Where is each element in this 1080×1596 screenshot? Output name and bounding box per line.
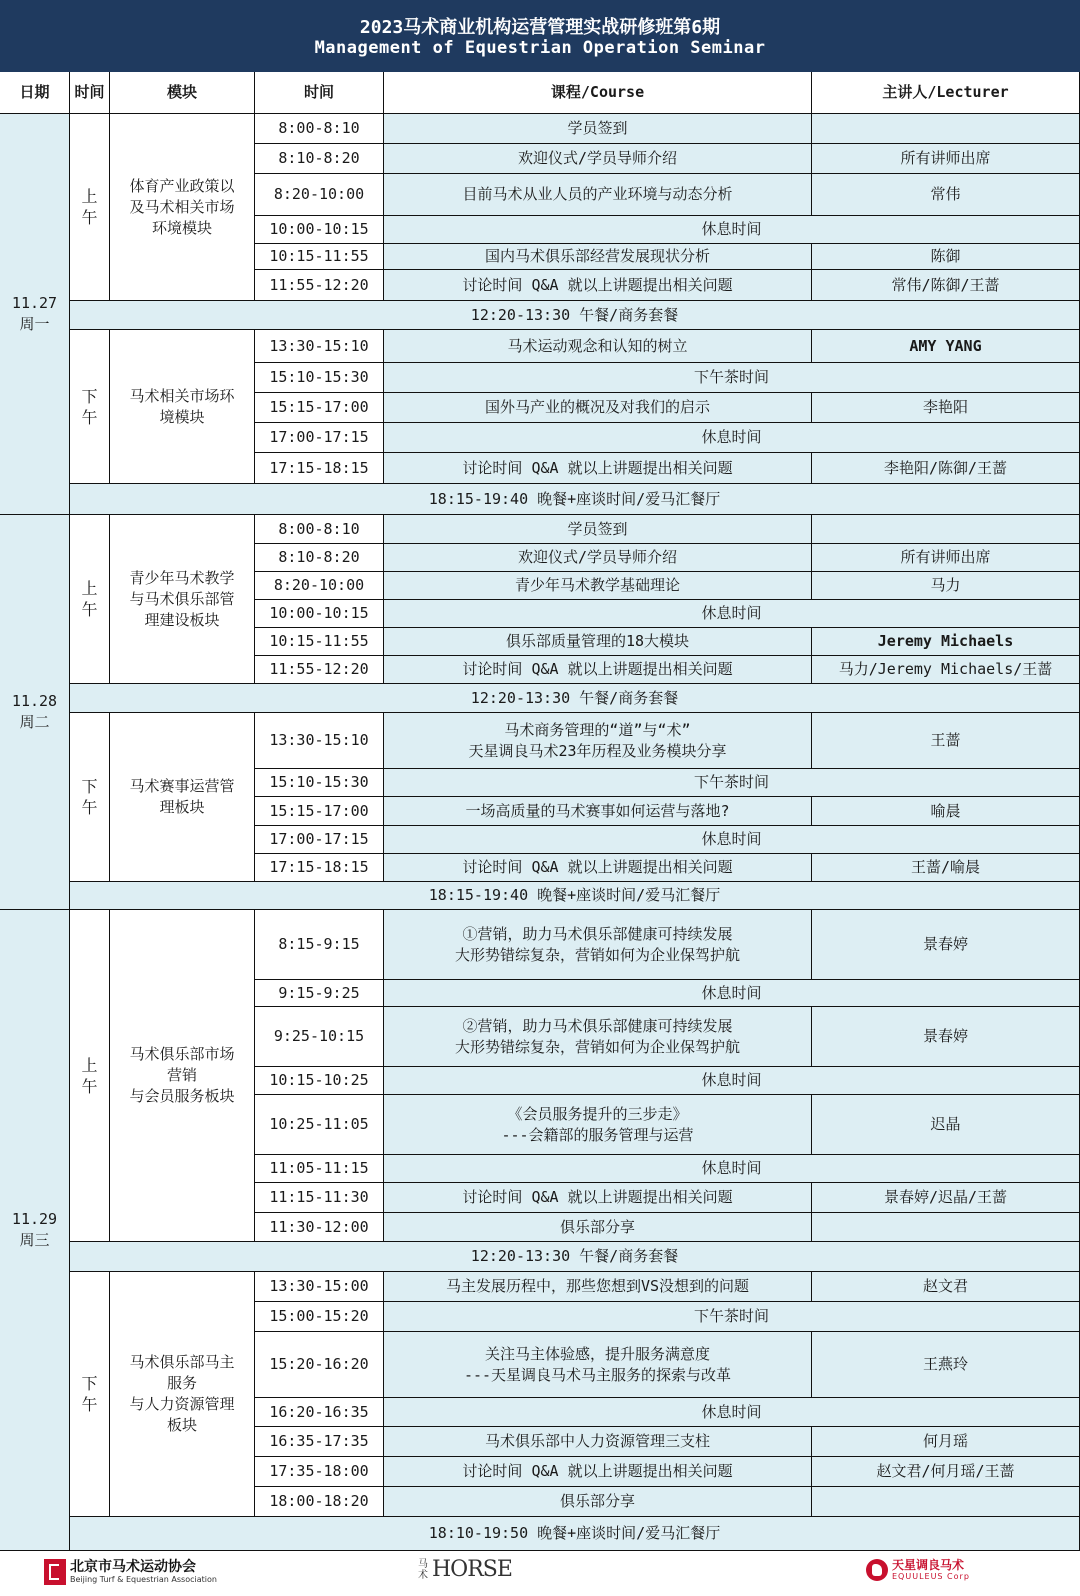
footer-logos (0, 1551, 1080, 1596)
course-cell: 讨论时间 Q&A 就以上讲题提出相关问题 (384, 656, 812, 684)
break-cell: 下午茶时间 (384, 769, 1080, 797)
time-cell: 8:20-10:00 (255, 572, 384, 600)
lecturer-cell (812, 1487, 1080, 1517)
break-cell: 休息时间 (384, 1155, 1080, 1183)
equuleus-logo (866, 1559, 970, 1581)
horse-magazine-logo (418, 1557, 512, 1582)
time-cell: 13:30-15:10 (255, 713, 384, 769)
course-cell: 讨论时间 Q&A 就以上讲题提出相关问题 (384, 854, 812, 882)
time-cell: 9:25-10:15 (255, 1007, 384, 1067)
time-cell: 15:15-17:00 (255, 393, 384, 423)
course-cell: 讨论时间 Q&A 就以上讲题提出相关问题 (384, 453, 812, 484)
column-header: 时间 (70, 72, 110, 114)
time-cell: 13:30-15:00 (255, 1272, 384, 1302)
lecturer-cell (812, 1213, 1080, 1242)
lecturer-cell: 迟晶 (812, 1095, 1080, 1155)
module-cell: 马术相关市场环 境模块 (110, 330, 255, 484)
lecturer-cell: 景春婷 (812, 910, 1080, 980)
lecturer-cell: 马力 (812, 572, 1080, 600)
association-emblem-icon (44, 1559, 66, 1585)
break-cell: 下午茶时间 (384, 363, 1080, 393)
period-cell: 上 午 (70, 515, 110, 684)
lecturer-cell: 王蔷/喻晨 (812, 854, 1080, 882)
title-chinese: 2023马术商业机构运营管理实战研修班第6期 (359, 17, 721, 38)
time-cell: 8:00-8:10 (255, 114, 384, 144)
time-cell: 10:00-10:15 (255, 216, 384, 244)
break-cell: 休息时间 (384, 1398, 1080, 1427)
time-cell: 17:15-18:15 (255, 854, 384, 882)
time-cell: 17:00-17:15 (255, 423, 384, 453)
course-cell: 青少年马术教学基础理论 (384, 572, 812, 600)
time-cell: 8:15-9:15 (255, 910, 384, 980)
date-cell: 11.28 周二 (0, 515, 70, 910)
time-cell: 10:15-11:55 (255, 244, 384, 270)
course-cell: 关注马主体验感，提升服务满意度 ---天星调良马术马主服务的探索与改革 (384, 1332, 812, 1398)
time-cell: 15:00-15:20 (255, 1302, 384, 1332)
course-cell: 俱乐部分享 (384, 1213, 812, 1242)
course-cell: 欢迎仪式/学员导师介绍 (384, 144, 812, 174)
period-cell: 下 午 (70, 1272, 110, 1517)
time-cell: 8:10-8:20 (255, 144, 384, 174)
time-cell: 11:15-11:30 (255, 1183, 384, 1213)
course-cell: ①营销，助力马术俱乐部健康可持续发展 大形势错综复杂，营销如何为企业保驾护航 (384, 910, 812, 980)
lecturer-cell (812, 114, 1080, 144)
time-cell: 11:55-12:20 (255, 656, 384, 684)
period-cell: 下 午 (70, 330, 110, 484)
break-cell: 下午茶时间 (384, 1302, 1080, 1332)
association-name-en: Beijing Turf & Equestrian Association (70, 1575, 217, 1584)
lecturer-cell: Jeremy Michaels (812, 628, 1080, 656)
horse-logo-prefix: 马术 (418, 1558, 428, 1581)
lecturer-cell: 李艳阳 (812, 393, 1080, 423)
lecturer-cell (812, 515, 1080, 544)
time-cell: 11:55-12:20 (255, 270, 384, 301)
module-cell: 马术俱乐部马主 服务 与人力资源管理 板块 (110, 1272, 255, 1517)
date-cell: 11.27 周一 (0, 114, 70, 515)
lecturer-cell: 所有讲师出席 (812, 144, 1080, 174)
lecturer-cell: AMY YANG (812, 330, 1080, 363)
lecturer-cell: 何月瑶 (812, 1427, 1080, 1457)
lecturer-cell: 赵文君 (812, 1272, 1080, 1302)
time-cell: 16:20-16:35 (255, 1398, 384, 1427)
time-cell: 15:10-15:30 (255, 363, 384, 393)
time-cell: 11:05-11:15 (255, 1155, 384, 1183)
lecturer-cell: 喻晨 (812, 797, 1080, 826)
time-cell: 10:15-11:55 (255, 628, 384, 656)
time-cell: 10:00-10:15 (255, 600, 384, 628)
column-header: 主讲人/Lecturer (812, 72, 1080, 114)
course-cell: 讨论时间 Q&A 就以上讲题提出相关问题 (384, 270, 812, 301)
time-cell: 10:15-10:25 (255, 1067, 384, 1095)
course-cell: 俱乐部质量管理的18大模块 (384, 628, 812, 656)
course-cell: 马术俱乐部中人力资源管理三支柱 (384, 1427, 812, 1457)
time-cell: 17:35-18:00 (255, 1457, 384, 1487)
break-cell: 休息时间 (384, 980, 1080, 1007)
lecturer-cell: 王蔷 (812, 713, 1080, 769)
course-cell: 俱乐部分享 (384, 1487, 812, 1517)
break-cell: 休息时间 (384, 1067, 1080, 1095)
module-cell: 马术俱乐部市场 营销 与会员服务板块 (110, 910, 255, 1242)
module-cell: 青少年马术教学 与马术俱乐部管 理建设板块 (110, 515, 255, 684)
course-cell: 学员签到 (384, 515, 812, 544)
break-cell: 休息时间 (384, 600, 1080, 628)
period-cell: 上 午 (70, 114, 110, 301)
meal-row: 12:20-13:30 午餐/商务套餐 (70, 301, 1080, 330)
course-cell: 学员签到 (384, 114, 812, 144)
course-cell: 国内马术俱乐部经营发展现状分析 (384, 244, 812, 270)
course-cell: 马术运动观念和认知的树立 (384, 330, 812, 363)
course-cell: 讨论时间 Q&A 就以上讲题提出相关问题 (384, 1457, 812, 1487)
lecturer-cell: 赵文君/何月瑶/王蔷 (812, 1457, 1080, 1487)
time-cell: 9:15-9:25 (255, 980, 384, 1007)
time-cell: 8:00-8:10 (255, 515, 384, 544)
meal-row: 12:20-13:30 午餐/商务套餐 (70, 684, 1080, 713)
break-cell: 休息时间 (384, 216, 1080, 244)
course-cell: 目前马术从业人员的产业环境与动态分析 (384, 174, 812, 216)
time-cell: 13:30-15:10 (255, 330, 384, 363)
equuleus-name-en: EQUULEUS Corp (892, 1572, 970, 1581)
lecturer-cell: 景春婷 (812, 1007, 1080, 1067)
lecturer-cell: 王燕玲 (812, 1332, 1080, 1398)
time-cell: 15:10-15:30 (255, 769, 384, 797)
course-cell: ②营销，助力马术俱乐部健康可持续发展 大形势错综复杂，营销如何为企业保驾护航 (384, 1007, 812, 1067)
lecturer-cell: 常伟/陈御/王蔷 (812, 270, 1080, 301)
course-cell: 国外马产业的概况及对我们的启示 (384, 393, 812, 423)
time-cell: 18:00-18:20 (255, 1487, 384, 1517)
course-cell: 《会员服务提升的三步走》 ---会籍部的服务管理与运营 (384, 1095, 812, 1155)
horse-logo-text: HORSE (432, 1557, 512, 1582)
course-cell: 马主发展历程中，那些您想到VS没想到的问题 (384, 1272, 812, 1302)
lecturer-cell: 所有讲师出席 (812, 544, 1080, 572)
time-cell: 17:00-17:15 (255, 826, 384, 854)
time-cell: 10:25-11:05 (255, 1095, 384, 1155)
lecturer-cell: 马力/Jeremy Michaels/王蔷 (812, 656, 1080, 684)
horse-head-icon (866, 1559, 888, 1581)
title-english: Management of Equestrian Operation Seminar (314, 38, 766, 58)
meal-row: 18:15-19:40 晚餐+座谈时间/爱马汇餐厅 (70, 882, 1080, 910)
date-cell: 11.29 周三 (0, 910, 70, 1551)
time-cell: 8:20-10:00 (255, 174, 384, 216)
break-cell: 休息时间 (384, 423, 1080, 453)
time-cell: 8:10-8:20 (255, 544, 384, 572)
column-header: 课程/Course (384, 72, 812, 114)
time-cell: 15:20-16:20 (255, 1332, 384, 1398)
equuleus-name-cn: 天星调良马术 (892, 1558, 965, 1572)
association-name-cn: 北京市马术运动协会 (70, 1559, 196, 1575)
time-cell: 11:30-12:00 (255, 1213, 384, 1242)
meal-row: 18:15-19:40 晚餐+座谈时间/爱马汇餐厅 (70, 484, 1080, 515)
column-header: 模块 (110, 72, 255, 114)
course-cell: 马术商务管理的“道”与“术” 天星调良马术23年历程及业务模块分享 (384, 713, 812, 769)
lecturer-cell: 李艳阳/陈御/王蔷 (812, 453, 1080, 484)
lecturer-cell: 景春婷/迟晶/王蔷 (812, 1183, 1080, 1213)
column-header: 时间 (255, 72, 384, 114)
period-cell: 上 午 (70, 910, 110, 1242)
beijing-association-logo (44, 1559, 217, 1585)
lecturer-cell: 陈御 (812, 244, 1080, 270)
break-cell: 休息时间 (384, 826, 1080, 854)
course-cell: 讨论时间 Q&A 就以上讲题提出相关问题 (384, 1183, 812, 1213)
module-cell: 马术赛事运营管 理板块 (110, 713, 255, 882)
time-cell: 17:15-18:15 (255, 453, 384, 484)
time-cell: 16:35-17:35 (255, 1427, 384, 1457)
course-cell: 一场高质量的马术赛事如何运营与落地? (384, 797, 812, 826)
time-cell: 15:15-17:00 (255, 797, 384, 826)
column-header: 日期 (0, 72, 70, 114)
period-cell: 下 午 (70, 713, 110, 882)
course-cell: 欢迎仪式/学员导师介绍 (384, 544, 812, 572)
meal-row: 18:10-19:50 晚餐+座谈时间/爱马汇餐厅 (70, 1517, 1080, 1551)
module-cell: 体育产业政策以 及马术相关市场 环境模块 (110, 114, 255, 301)
lecturer-cell: 常伟 (812, 174, 1080, 216)
meal-row: 12:20-13:30 午餐/商务套餐 (70, 1242, 1080, 1272)
